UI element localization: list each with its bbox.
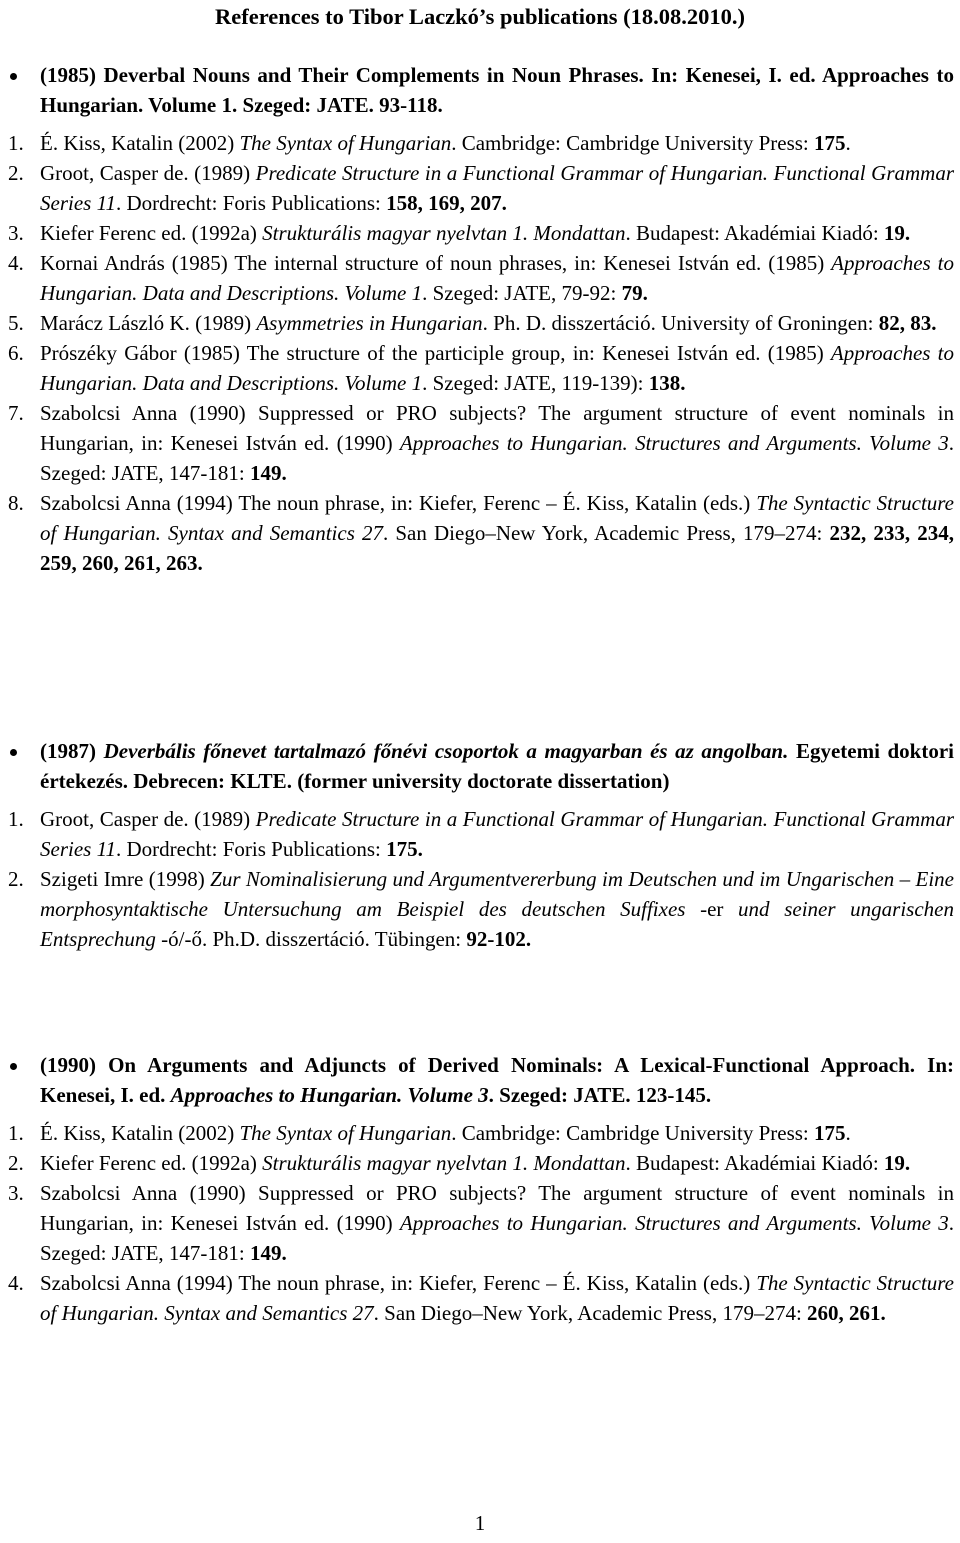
text-run: Predicate Structure in a Functional Grammar of Hungarian. Functional Grammar Series 11 [40, 807, 954, 861]
text-run: . Szeged: JATE, 119-139): [422, 371, 649, 395]
text-run: 149. [249, 1241, 287, 1265]
text-run: Predicate Structure in a Functional Grammar of Hungarian. Functional Grammar Series 11 [40, 161, 954, 215]
text-run: Strukturális magyar nyelvtan 1. Mondattan [262, 1151, 626, 1175]
text-run: Marácz László K. (1989) [40, 311, 257, 335]
citation-text [40, 251, 954, 305]
publication-section [8, 60, 954, 578]
text-run: 19. [883, 1151, 911, 1175]
citation-item [8, 864, 954, 954]
citation-item [8, 338, 954, 398]
text-run: Kornai András (1985) The internal structure of noun phrases, in: Kenesei István ed. (1985) [40, 251, 832, 275]
text-run: Szabolcsi Anna (1990) Suppressed or PRO subjects? The argument structure of event nominals in Hungarian, in: Kenesei István ed. (1990) [40, 401, 954, 455]
text-run: Groot, Casper de. (1989) [40, 807, 256, 831]
citation-text [40, 1121, 851, 1145]
citation-number: 2. [8, 161, 24, 185]
text-run: The Syntax of Hungarian [239, 131, 452, 155]
text-run: Approaches to Hungarian. Data and Descriptions. Volume 1 [40, 251, 954, 305]
text-run: 175. [386, 837, 423, 861]
text-run: Szabolcsi Anna (1994) The noun phrase, in: Kiefer, Ferenc – É. Kiss, Katalin (eds.) [40, 491, 757, 515]
citation-number: 2. [8, 867, 24, 891]
text-run: 138. [648, 371, 686, 395]
text-run: . Dordrecht: Foris Publications: [116, 191, 387, 215]
text-run: The Syntax of Hungarian [239, 1121, 452, 1145]
text-run: . Budapest: Akadémiai Kiadó: [625, 221, 884, 245]
text-run: (1987) [40, 739, 104, 763]
text-run: 19. [883, 221, 911, 245]
text-run: . Dordrecht: Foris Publications: [116, 837, 387, 861]
text-run: 175 [814, 1121, 846, 1145]
publication-title [40, 1053, 954, 1107]
citation-item [8, 248, 954, 308]
text-run: Asymmetries in Hungarian [256, 311, 483, 335]
citation-text [40, 1151, 910, 1175]
citation-item [8, 218, 954, 248]
text-run: -er [685, 897, 739, 921]
text-run: . Szeged: JATE, 147-181: [40, 1211, 954, 1265]
citation-number: 7. [8, 401, 24, 425]
citation-item [8, 1268, 954, 1328]
text-run: (1985) Deverbal Nouns and Their Complements in Noun Phrases. In: Kenesei, I. ed. Approaches to Hungarian. Volume 1. Szeged: JATE. 93-118. [40, 63, 954, 117]
citation-number: 3. [8, 1181, 24, 1205]
citation-item [8, 1148, 954, 1178]
text-run: Deverbális főnevet tartalmazó főnévi csoportok a magyarban és az angolban. [103, 739, 789, 763]
bullet-icon [10, 1063, 17, 1070]
text-run: (1990) On Arguments and Adjuncts of Derived Nominals: A Lexical-Functional Approach. In: Kenesei, I. ed. [40, 1053, 954, 1107]
citation-number: 3. [8, 221, 24, 245]
text-run: 82, 83. [878, 311, 937, 335]
text-run: . Ph. D. disszertáció. University of Groningen: [482, 311, 879, 335]
text-run: Groot, Casper de. (1989) [40, 161, 256, 185]
text-run: . San Diego–New York, Academic Press, 179–274: [383, 521, 830, 545]
text-run: . [845, 131, 851, 155]
text-run: . Cambridge: Cambridge University Press: [451, 131, 815, 155]
text-run: Approaches to Hungarian. Structures and Arguments. Volume 3 [399, 1211, 949, 1235]
citation-text [40, 807, 954, 861]
text-run: Szigeti Imre (1998) [40, 867, 211, 891]
citation-number: 2. [8, 1151, 24, 1175]
bullet-icon [10, 73, 17, 80]
text-run: . San Diego–New York, Academic Press, 179–274: [373, 1301, 808, 1325]
text-run: 260, 261. [807, 1301, 886, 1325]
text-run: 175 [814, 131, 846, 155]
text-run: 92-102. [466, 927, 532, 951]
text-run: Szabolcsi Anna (1990) Suppressed or PRO subjects? The argument structure of event nominals in Hungarian, in: Kenesei István ed. (1990) [40, 1181, 954, 1235]
text-run: Approaches to Hungarian. Data and Descriptions. Volume 1 [40, 341, 954, 395]
text-run: . Szeged: JATE. 123-145. [488, 1083, 712, 1107]
text-run: Kiefer Ferenc ed. (1992a) [40, 1151, 263, 1175]
citation-text [40, 221, 910, 245]
citation-item [8, 488, 954, 578]
citation-number: 4. [8, 1271, 24, 1295]
text-run: . Szeged: JATE, 147-181: [40, 431, 954, 485]
text-run: The Syntactic Structure of Hungarian. Syntax and Semantics 27 [40, 491, 954, 545]
text-run: Prószéky Gábor (1985) The structure of the participle group, in: Kenesei István ed. (1985) [40, 341, 831, 365]
citation-item [8, 308, 954, 338]
text-run: Kiefer Ferenc ed. (1992a) [40, 221, 263, 245]
text-run: 232, 233, 234, 259, 260, 261, 263. [40, 521, 954, 575]
text-run: 79. [621, 281, 648, 305]
text-run: und seiner ungarischen Entsprechung [40, 897, 954, 951]
text-run: É. Kiss, Katalin (2002) [40, 1121, 240, 1145]
citation-text [40, 867, 954, 951]
page-title: References to Tibor Laczkó’s publications (18.08.2010.) [215, 4, 745, 29]
publication-entry [8, 736, 954, 796]
citation-text [40, 311, 936, 335]
bullet-icon [10, 749, 17, 756]
citation-item [8, 1118, 954, 1148]
citation-item [8, 398, 954, 488]
text-run: . Szeged: JATE, 79-92: [422, 281, 622, 305]
text-run: Approaches to Hungarian. Volume 3 [170, 1083, 489, 1107]
publication-section [8, 736, 954, 954]
text-run: Egyetemi doktori értekezés. Debrecen: KLTE. (former university doctorate dissertation) [40, 739, 954, 793]
citation-text [40, 341, 954, 395]
citation-item [8, 128, 954, 158]
citation-text [40, 1181, 954, 1265]
text-run: Approaches to Hungarian. Structures and Arguments. Volume 3 [399, 431, 949, 455]
text-run: Strukturális magyar nyelvtan 1. Mondattan [262, 221, 626, 245]
publication-title [40, 739, 954, 793]
publication-section [8, 1050, 954, 1328]
citation-item [8, 804, 954, 864]
citation-number: 8. [8, 491, 24, 515]
citation-number: 5. [8, 311, 24, 335]
citation-number: 1. [8, 131, 24, 155]
text-run: 149. [249, 461, 287, 485]
citation-text [40, 1271, 954, 1325]
citation-number: 4. [8, 251, 24, 275]
citation-item [8, 158, 954, 218]
text-run: . Budapest: Akadémiai Kiadó: [625, 1151, 884, 1175]
text-run: Szabolcsi Anna (1994) The noun phrase, in: Kiefer, Ferenc – É. Kiss, Katalin (eds.) [40, 1271, 757, 1295]
text-run: . Cambridge: Cambridge University Press: [451, 1121, 815, 1145]
citation-number: 1. [8, 1121, 24, 1145]
citation-number: 1. [8, 807, 24, 831]
citation-text [40, 491, 954, 575]
citation-text [40, 161, 954, 215]
citation-text [40, 401, 954, 485]
publication-entry [8, 60, 954, 120]
citation-item [8, 1178, 954, 1268]
text-run: . [845, 1121, 851, 1145]
text-run: 158, 169, 207. [386, 191, 507, 215]
publication-title [40, 63, 954, 117]
text-run: É. Kiss, Katalin (2002) [40, 131, 240, 155]
page-number: 1 [474, 1511, 486, 1535]
text-run: The Syntactic Structure of Hungarian. Syntax and Semantics 27 [40, 1271, 954, 1325]
text-run: Zur Nominalisierung und Argumentvererbung im Deutschen und im Ungarischen – Eine morphosyntaktische Untersuchung am Beispiel des deutschen Suffixes [40, 867, 955, 921]
publication-entry [8, 1050, 954, 1110]
citation-text [40, 131, 851, 155]
citation-number: 6. [8, 341, 24, 365]
text-run: -ó/-ő. Ph.D. disszertáció. Tübingen: [155, 927, 467, 951]
